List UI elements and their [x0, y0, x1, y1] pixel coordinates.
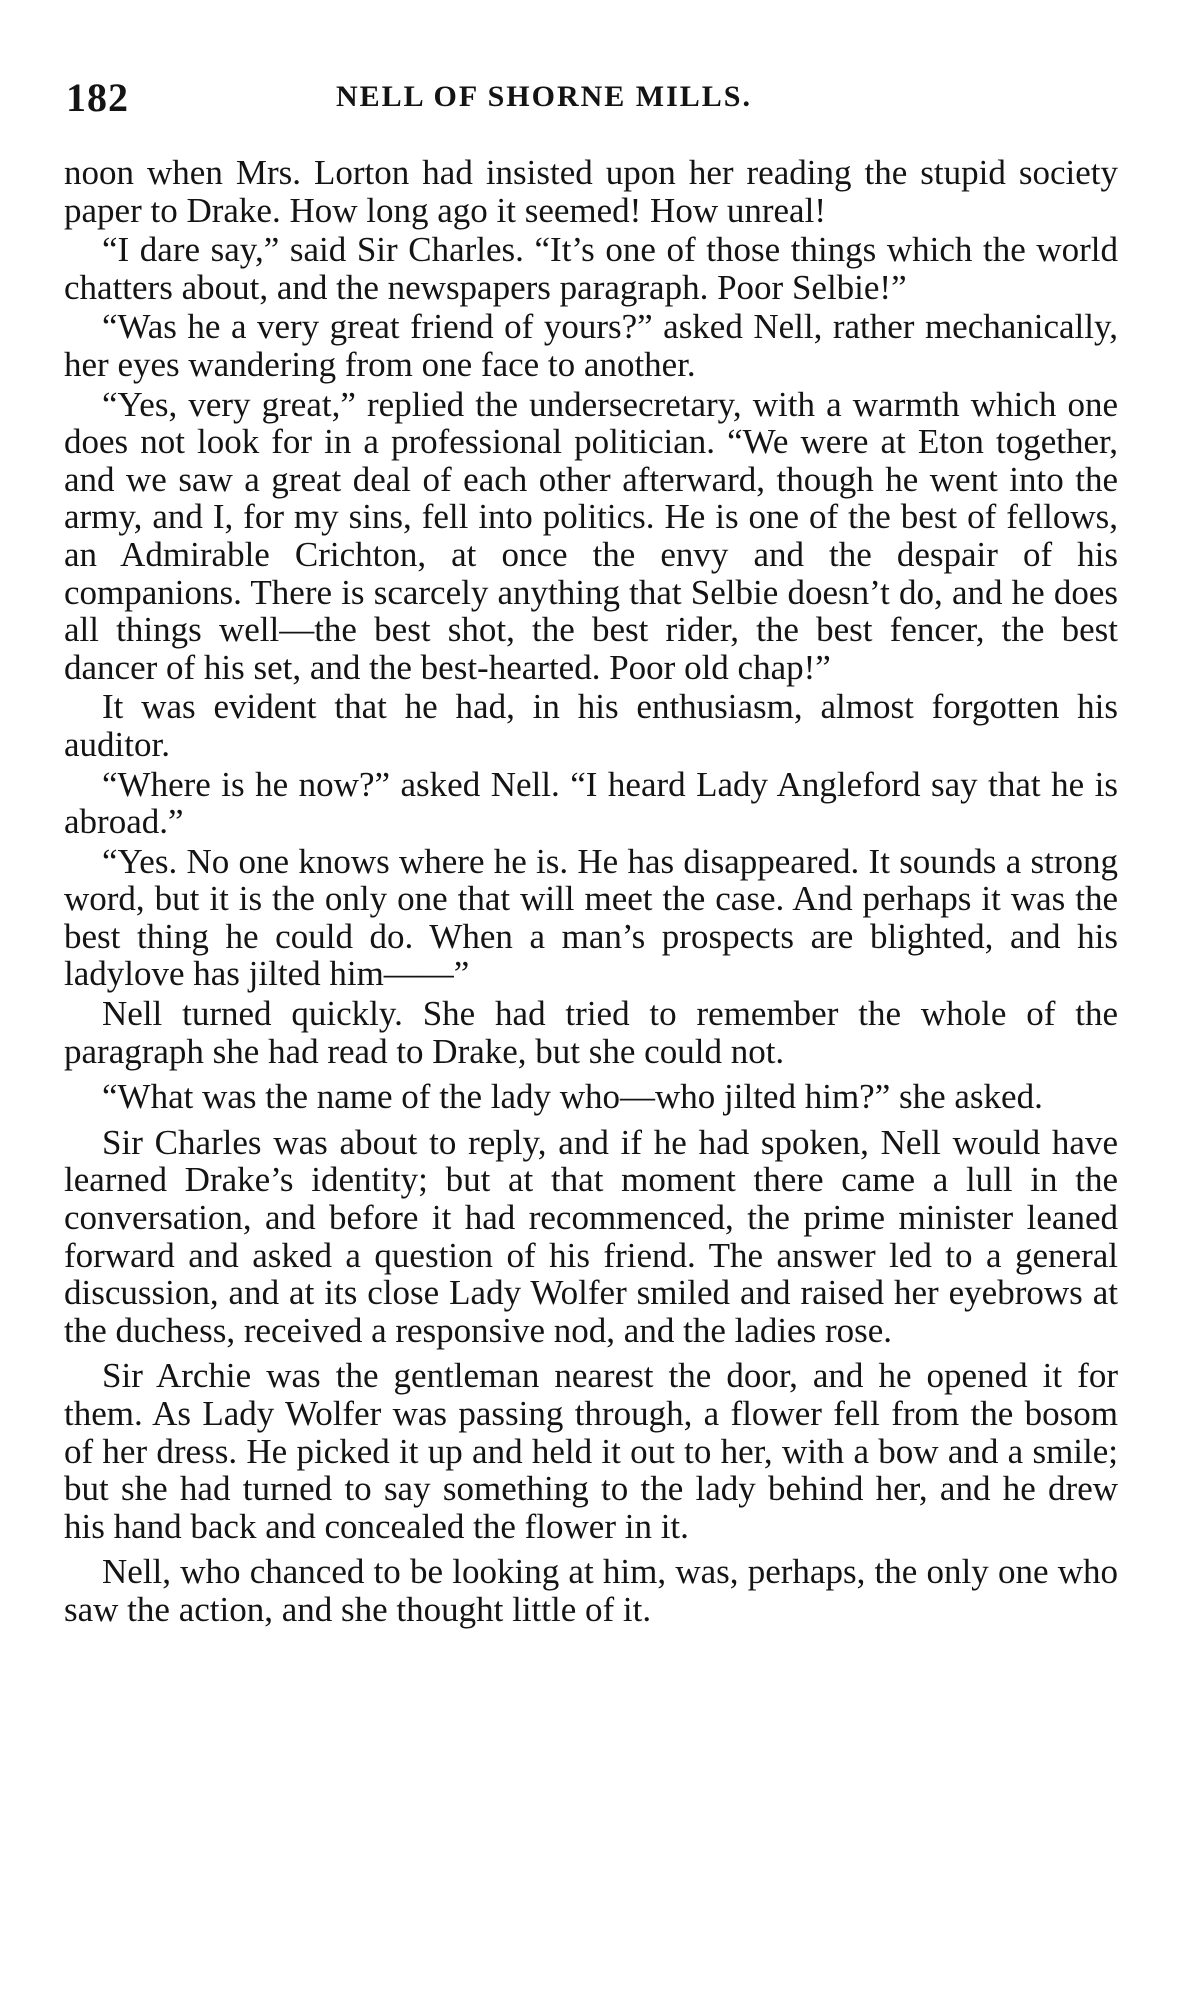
- paragraph: noon when Mrs. Lorton had insisted upon her reading the stupid society paper to Drake. How long ago it seemed! How unreal!: [64, 153, 1118, 230]
- paragraph: “Was he a very great friend of yours?” asked Nell, rather mechanically, her eyes wandering from one face to another.: [64, 307, 1118, 384]
- paragraph: “Yes, very great,” replied the undersecretary, with a warmth which one does not look for in a professional politician. “We were at Eton together, and we saw a great deal of each other afterward, though he went into the army, and I, for my sins, fell into politics. He is one of the best of fellows, an Admirable Crichton, at once the envy and the despair of his companions. There is scarcely anything that Selbie doesn’t do, and he does all things well—the best shot, the best rider, the best fencer, the best dancer of his set, and the best-hearted. Poor old chap!”: [64, 384, 1118, 687]
- paragraph: “What was the name of the lady who—who jilted him?” she asked.: [102, 1077, 1043, 1117]
- paragraph: “Yes. No one knows where he is. He has disappeared. It sounds a strong word, but it is the only one that will meet the case. And perhaps it was the best thing he could do. When a man’s prospects are blighted, and his ladylove has jilted him——”: [64, 841, 1118, 994]
- paragraph: “Where is he now?” asked Nell. “I heard Lady Angleford say that he is abroad.”: [64, 764, 1118, 842]
- running-head: NELL OF SHORNE MILLS.: [336, 80, 752, 113]
- paragraph: Nell, who chanced to be looking at him, was, perhaps, the only one who saw the action, and she thought little of it.: [64, 1552, 1118, 1629]
- paragraph: “I dare say,” said Sir Charles. “It’s one of those things which the world chatters about, and the newspapers paragraph. Poor Selbie!”: [64, 230, 1118, 307]
- page-header: [64, 74, 1104, 124]
- paragraph: Nell turned quickly. She had tried to remember the whole of the paragraph she had read to Drake, but she could not.: [64, 994, 1118, 1071]
- page-number: 182: [66, 75, 129, 120]
- paragraph: It was evident that he had, in his enthusiasm, almost forgotten his auditor.: [64, 687, 1118, 764]
- paragraph: Sir Charles was about to reply, and if he had spoken, Nell would have learned Drake’s identity; but at that moment there came a lull in the conversation, and before it had recommenced, the prime minister leaned forward and asked a question of his friend. The answer led to a general discussion, and at its close Lady Wolfer smiled and raised her eyebrows at the duchess, received a responsive nod, and the ladies rose.: [64, 1122, 1118, 1350]
- body-text: [64, 154, 1118, 1629]
- paragraph: Sir Archie was the gentleman nearest the door, and he opened it for them. As Lady Wolfer was passing through, a flower fell from the bosom of her dress. He picked it up and held it out to her, with a bow and a smile; but she had turned to say something to the lady behind her, and he drew his hand back and concealed the flower in it.: [64, 1356, 1118, 1546]
